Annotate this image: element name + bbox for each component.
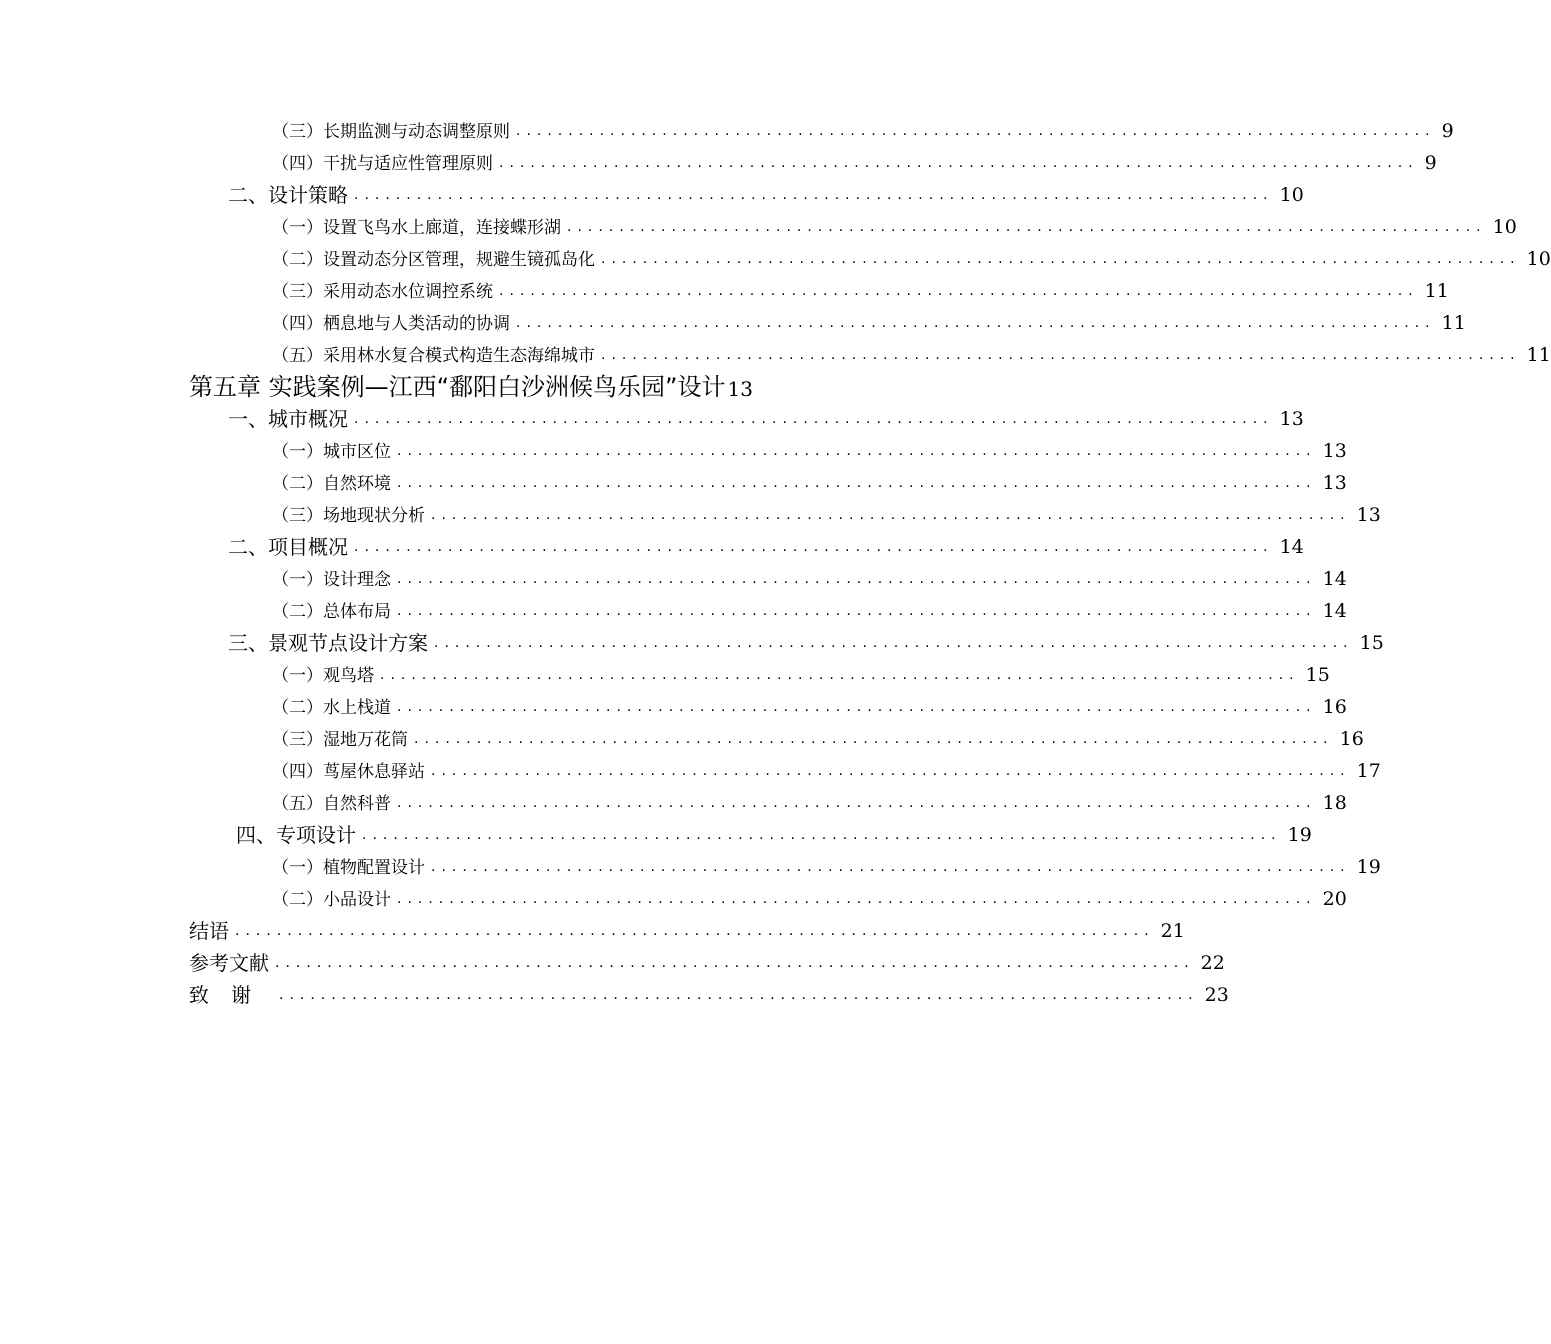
toc-entry-page: 14: [1322, 568, 1347, 590]
toc-leader-dots: ........................................................................................: [414, 731, 1334, 747]
toc-entry-title: （三）场地现状分析: [272, 506, 425, 526]
toc-entry[interactable]: [272, 568, 1347, 590]
toc-entry-page: 16: [1339, 728, 1364, 750]
toc-entry-page: 11: [1424, 280, 1449, 302]
toc-leader-dots: ........................................................................................: [354, 539, 1274, 555]
toc-entry-title: （三）湿地万花筒: [272, 730, 408, 750]
toc-entry-title: （四）栖息地与人类活动的协调: [272, 314, 510, 334]
toc-entry-title: （二）水上栈道: [272, 698, 391, 718]
toc-entry-page: 14: [1279, 536, 1304, 558]
toc-entry[interactable]: [272, 344, 1551, 366]
toc-entry-title: （一）观鸟塔: [272, 666, 374, 686]
toc-leader-dots: ........................................................................................: [431, 859, 1351, 875]
toc-leader-dots: ........................................................................................: [516, 315, 1436, 331]
toc-chapter-entry[interactable]: [189, 375, 805, 399]
toc-leader-dots: ........................................................................................: [397, 475, 1317, 491]
toc-entry[interactable]: [272, 504, 1381, 526]
toc-entry-title: （二）自然环境: [272, 474, 391, 494]
toc-entry-title: （五）采用林水复合模式构造生态海绵城市: [272, 346, 595, 366]
toc-entry[interactable]: [272, 120, 1454, 142]
toc-entry-title: （三）采用动态水位调控系统: [272, 282, 493, 302]
toc-entry[interactable]: [228, 407, 1304, 431]
toc-leader-dots: ........................................................................................: [279, 987, 1199, 1003]
toc-entry-page: 11: [1526, 344, 1551, 366]
toc-entry-page: 13: [1356, 504, 1381, 526]
toc-entry[interactable]: [272, 280, 1449, 302]
toc-leader-dots: ........................................................................................: [397, 443, 1317, 459]
toc-entry-title: （一）设置飞鸟水上廊道，连接蝶形湖: [272, 218, 561, 238]
toc-entry[interactable]: [272, 248, 1551, 270]
toc-entry-page: 23: [1204, 984, 1229, 1006]
toc-leader-dots: ........................................................................................: [601, 251, 1521, 267]
toc-entry-title: （二）总体布局: [272, 602, 391, 622]
toc-entry[interactable]: [189, 919, 1185, 943]
toc-leader-dots: ........................................................................................: [431, 763, 1351, 779]
toc-leader-dots: ........................................................................................: [380, 667, 1300, 683]
toc-entry[interactable]: [272, 440, 1347, 462]
toc-leader-dots: ........................................................................................: [499, 155, 1419, 171]
toc-entry[interactable]: [272, 888, 1347, 910]
toc-leader-dots: ........................................................................................: [354, 187, 1274, 203]
toc-entry-page: 17: [1356, 760, 1381, 782]
toc-entry-title: （三）长期监测与动态调整原则: [272, 122, 510, 142]
toc-entry[interactable]: [272, 760, 1381, 782]
toc-entry[interactable]: [272, 664, 1330, 686]
toc-entry-page: 19: [1287, 824, 1312, 846]
toc-leader-dots: ........................................................................................: [275, 955, 1195, 971]
toc-entry-title: 三、景观节点设计方案: [228, 631, 428, 655]
toc-leader-dots: ........................................................................................: [235, 923, 1155, 939]
toc-entry-title: 一、城市概况: [228, 407, 348, 431]
toc-entry-page: 10: [1526, 248, 1551, 270]
toc-entry-page: 16: [1322, 696, 1347, 718]
toc-leader-dots: ........................................................................................: [397, 699, 1317, 715]
toc-entry-title: （四）干扰与适应性管理原则: [272, 154, 493, 174]
toc-entry[interactable]: [272, 152, 1437, 174]
toc-entry-title: （一）植物配置设计: [272, 858, 425, 878]
toc-entry[interactable]: [272, 856, 1381, 878]
toc-entry-page: 9: [1424, 152, 1437, 174]
toc-entry-title: （四）茑屋休息驿站: [272, 762, 425, 782]
toc-leader-dots: ........................................................................................: [362, 827, 1282, 843]
toc-leader-dots: ........................................................................................: [431, 507, 1351, 523]
toc-entry-page: 22: [1200, 952, 1225, 974]
toc-entry-title: 四、专项设计: [236, 823, 356, 847]
toc-leader-dots: ........................................................................................: [397, 795, 1317, 811]
toc-entry-page: 20: [1322, 888, 1347, 910]
toc-entry-page: 10: [1279, 184, 1304, 206]
toc-leader-dots: ........................................................................................: [499, 283, 1419, 299]
toc-entry-page: 9: [1441, 120, 1454, 142]
toc-entry[interactable]: [272, 792, 1347, 814]
toc-entry-page: 14: [1322, 600, 1347, 622]
toc-entry-page: 15: [1305, 664, 1330, 686]
toc-entry-title: 参考文献: [189, 951, 269, 975]
toc-entry[interactable]: [236, 823, 1312, 847]
toc-leader-dots: ........................................................................................: [397, 603, 1317, 619]
toc-entry[interactable]: [189, 983, 1229, 1007]
toc-entry-title: 结语: [189, 919, 229, 943]
toc-entry[interactable]: [272, 600, 1347, 622]
toc-leader-dots: ........................................................................................: [601, 347, 1521, 363]
toc-entry-page: 13: [1279, 408, 1304, 430]
toc-entry[interactable]: [272, 216, 1517, 238]
toc-entry-title: （二）设置动态分区管理，规避生镜孤岛化: [272, 250, 595, 270]
toc-leader-dots: ........................................................................................: [397, 571, 1317, 587]
toc-leader-dots: ........................................................................................: [397, 891, 1317, 907]
toc-entry-title: （二）小品设计: [272, 890, 391, 910]
toc-entry-title: 致谢: [189, 983, 273, 1007]
toc-entry[interactable]: [272, 312, 1466, 334]
toc-entry-title: （一）城市区位: [272, 442, 391, 462]
toc-entry[interactable]: [228, 183, 1304, 207]
toc-leader-dots: ........................................................................................: [354, 411, 1274, 427]
toc-entry-page: 10: [1492, 216, 1517, 238]
toc-entry-page: 21: [1160, 920, 1185, 942]
toc-entry-title: 二、项目概况: [228, 535, 348, 559]
toc-entry-title: （一）设计理念: [272, 570, 391, 590]
toc-entry-page: 15: [1359, 632, 1384, 654]
toc-entry[interactable]: [228, 535, 1304, 559]
toc-entry-page: 11: [1441, 312, 1466, 334]
toc-leader-dots: ........................................................................................: [516, 123, 1436, 139]
toc-entry[interactable]: [189, 951, 1225, 975]
toc-leader-dots: ........................................................................................: [434, 635, 1354, 651]
toc-entry[interactable]: [272, 472, 1347, 494]
toc-entry-title: （五）自然科普: [272, 794, 391, 814]
toc-leader-dots: ........................................................................................: [567, 219, 1487, 235]
toc-entry[interactable]: [228, 631, 1384, 655]
toc-entry-title: 二、设计策略: [228, 183, 348, 207]
toc-entry-page: 13: [727, 377, 753, 401]
toc-entry-title: 第五章 实践案例—江西“鄱阳白沙洲候鸟乐园”设计: [189, 373, 726, 401]
toc-entry-page: 19: [1356, 856, 1381, 878]
toc-entry-page: 13: [1322, 472, 1347, 494]
toc-entry-page: 13: [1322, 440, 1347, 462]
toc-entry-page: 18: [1322, 792, 1347, 814]
toc-entry[interactable]: [272, 696, 1347, 718]
toc-entry[interactable]: [272, 728, 1364, 750]
